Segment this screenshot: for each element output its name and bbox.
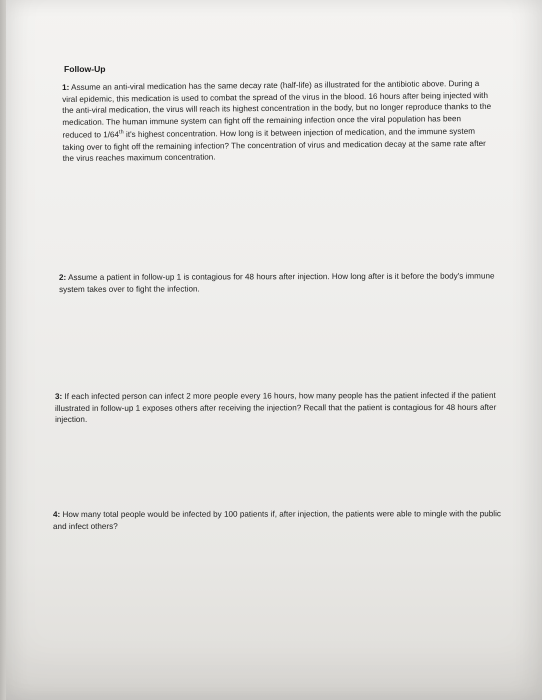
- question-1-text-continued: it's highest concentration. How long is it between injection of medication, and the immune system taking over to fight off the remaining infection? The concentration of virus and medication decay at the same rate after the virus reaches maximum concentration.: [62, 127, 486, 164]
- question-4: [53, 508, 508, 532]
- question-1-superscript: th: [119, 129, 124, 136]
- worksheet-page: [6, 0, 542, 700]
- question-2-text: Assume a patient in follow-up 1 is contagious for 48 hours after injection. How long after is it before the body's immune system takes over to fight the infection.: [59, 271, 495, 294]
- question-1: [62, 78, 493, 165]
- question-4-text: How many total people would be infected by 100 patients if, after injection, the patients were able to mingle with the public and infect others?: [53, 509, 502, 531]
- question-1-number: 1:: [62, 82, 70, 92]
- question-1-text: Assume an anti-viral medication has the same decay rate (half-life) as illustrated for the antibiotic above. During a viral epidemic, this medication is used to combat the spread of the virus in the blood. 16 hours after being injected with the anti-viral medication, the virus will reach its highest concentration in the body, but no longer reproduce thanks to the medication. The human immune system can fight off the remaining infection once the viral population has been reduced to 1/64: [62, 78, 492, 141]
- page-heading: Follow-Up: [64, 64, 106, 74]
- question-4-number: 4:: [53, 509, 61, 519]
- question-3: [55, 390, 500, 426]
- question-3-number: 3:: [55, 391, 63, 401]
- question-2: [59, 270, 499, 295]
- question-2-number: 2:: [59, 272, 67, 282]
- question-3-text: If each infected person can infect 2 more people every 16 hours, how many people has the patient infected if the patient illustrated in follow-up 1 exposes others after receiving the injection? Recall that the patient is contagious for 48 hours after injection.: [55, 390, 497, 425]
